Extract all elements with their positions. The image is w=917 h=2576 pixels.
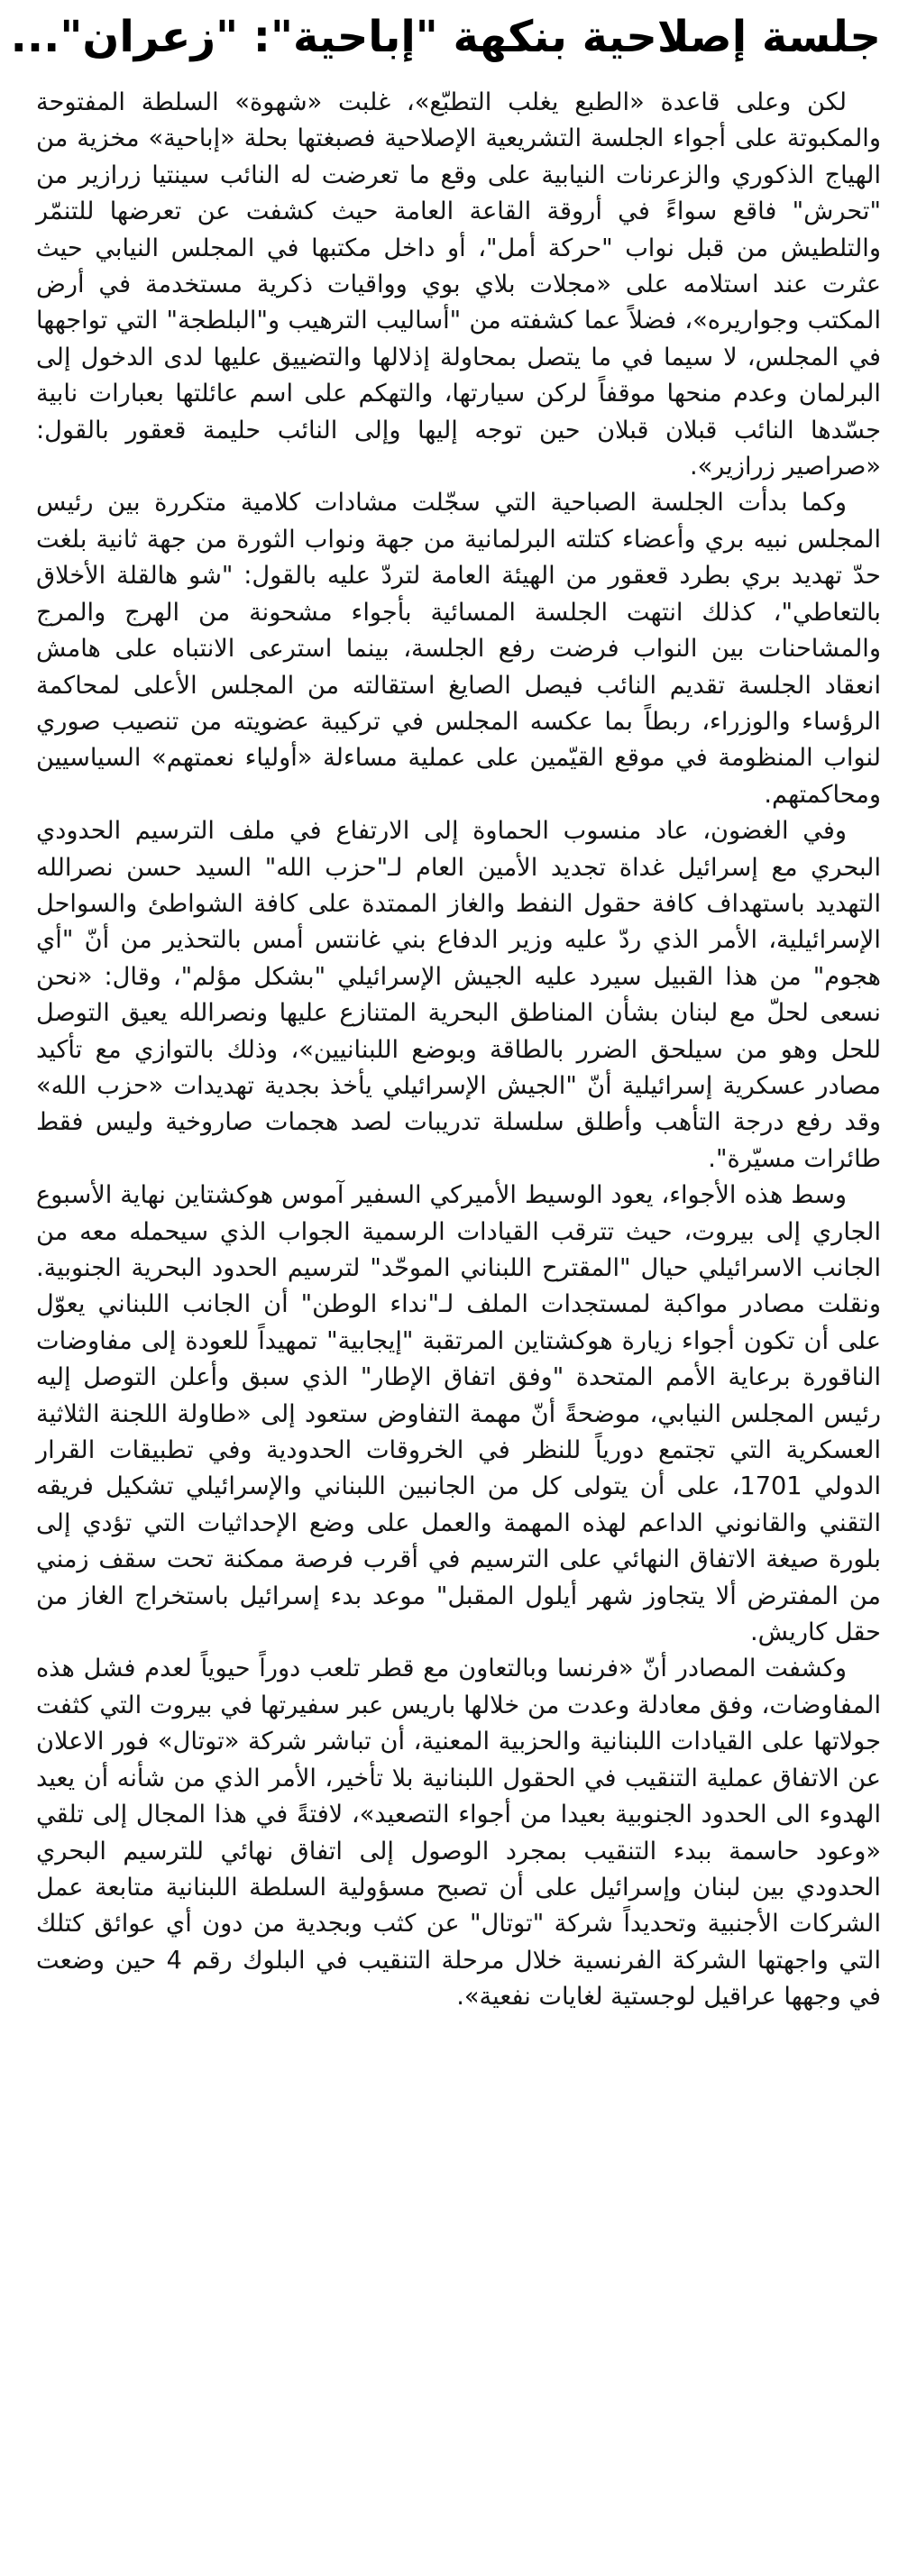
article-paragraph: وسط هذه الأجواء، يعود الوسيط الأميركي السفير آموس هوكشتاين نهاية الأسبوع الجاري إلى بيروت، حيث تترقب القيادات الرسمية الجواب الذي سيحمله معه من الجانب الاسرائيلي حيال "المقترح اللبناني الموحّد" لترسيم الحدود البحرية الجنوبية. ونقلت مصادر مواكبة لمستجدات الملف لـ"نداء الوطن" أن الجانب اللبناني يعوّل على أن تكون أجواء زيارة هوكشتاين المرتقبة "إيجابية" تمهيداً للعودة إلى مفاوضات الناقورة برعاية الأمم المتحدة "وفق اتفاق الإطار" الذي سبق وأعلن التوصل إليه رئيس المجلس النيابي، موضحةً أنّ مهمة التفاوض ستعود إلى «طاولة اللجنة الثلاثية العسكرية التي تجتمع دورياً للنظر في الخروقات الحدودية وفي تطبيقات القرار الدولي 1701، على أن يتولى كل من الجانبين اللبناني والإسرائيلي تشكيل فريقه التقني والقانوني الداعم لهذه المهمة والعمل على وضع الإحداثيات التي تؤدي إلى بلورة صيغة الاتفاق النهائي على الترسيم في أقرب فرصة ممكنة تحت سقف زمني من المفترض ألا يتجاوز شهر أيلول المقبل" موعد بدء إسرائيل باستخراج الغاز من حقل كاريش. xyxy=(36,1181,881,1647)
article-paragraph: وكما بدأت الجلسة الصباحية التي سجّلت مشادات كلامية متكررة بين رئيس المجلس نبيه بري وأعضاء كتلته البرلمانية من جهة ونواب الثورة من جهة ثانية بلغت حدّ تهديد بري بطرد قعقور من الهيئة العامة لتردّ عليه بالقول: "شو هالقلة الأخلاق بالتعاطي"، كذلك انتهت الجلسة المسائية بأجواء مشحونة من الهرج والمرج والمشاحنات بين النواب فرضت رفع الجلسة، بينما استرعى الانتباه على هامش انعقاد الجلسة تقديم النائب فيصل الصايغ استقالته من المجلس الأعلى لمحاكمة الرؤساء والوزراء، ربطاً بما عكسه المجلس في تركيبة عضويته من تنصيب صوري لنواب المنظومة في موقع القيّمين على عملية مساءلة «أولياء نعمتهم» السياسيين ومحاكمتهم. xyxy=(36,489,881,809)
article-headline: جلسة إصلاحية بنكهة "إباحية": "زعران"... xyxy=(10,12,881,62)
article-paragraph: وفي الغضون، عاد منسوب الحماوة إلى الارتفاع في ملف الترسيم الحدودي البحري مع إسرائيل غداة تجديد الأمين العام لـ"حزب الله" السيد حسن نصرالله التهديد باستهداف كافة حقول النفط والغاز الممتدة على كافة الشواطئ والسواحل الإسرائيلية، الأمر الذي ردّ عليه وزير الدفاع بني غانتس أمس بالتحذير من أنّ "أي هجوم" من هذا القبيل سيرد عليه الجيش الإسرائيلي "بشكل مؤلم"، وقال: «نحن نسعى لحلّ مع لبنان بشأن المناطق البحرية المتنازع عليها ونصرالله يعيق التوصل للحل وهو من سيلحق الضرر بالطاقة وبوضع اللبنانيين»، وذلك بالتوازي مع تأكيد مصادر عسكرية إسرائيلية أنّ "الجيش الإسرائيلي يأخذ بجدية تهديدات «حزب الله» وقد رفع درجة التأهب وأطلق سلسلة تدريبات لصد هجمات صاروخية وليس فقط طائرات مسيّرة". xyxy=(36,817,881,1173)
article-paragraph: وكشفت المصادر أنّ «فرنسا وبالتعاون مع قطر تلعب دوراً حيوياً لعدم فشل هذه المفاوضات، وفق معادلة وعدت من خلالها باريس عبر سفيرتها في بيروت التي كثفت جولاتها على القيادات اللبنانية والحزبية المعنية، أن تباشر شركة «توتال» فور الاعلان عن الاتفاق عملية التنقيب في الحقول اللبنانية بلا تأخير، الأمر الذي من شأنه أن يعيد الهدوء الى الحدود الجنوبية بعيدا من أجواء التصعيد»، لافتةً في هذا المجال إلى تلقي «وعود حاسمة ببدء التنقيب بمجرد الوصول إلى اتفاق نهائي للترسيم البحري الحدودي بين لبنان وإسرائيل على أن تصبح مسؤولية السلطة اللبنانية متابعة عمل الشركات الأجنبية وتحديداً شركة "توتال" عن كثب وبجدية من دون أي عوائق كتلك التي واجهتها الشركة الفرنسية خلال مرحلة التنقيب في البلوك رقم 4 حين وضعت في وجهها عراقيل لوجستية لغايات نفعية». xyxy=(36,1655,881,2012)
article-paragraph: لكن وعلى قاعدة «الطبع يغلب التطبّع»، غلبت «شهوة» السلطة المفتوحة والمكبوتة على أجواء الجلسة التشريعية الإصلاحية فصبغتها بحلة «إباحية» مخزية من الهياج الذكوري والزعرنات النيابية على وقع ما تعرضت له النائب سينتيا زرازير من "تحرش" فاقع سواءً في أروقة القاعة العامة حيث كشفت عن تعرضها للتنمّر والتلطيش من قبل نواب "حركة أمل"، أو داخل مكتبها في المجلس النيابي حيث عثرت عند استلامه على «مجلات بلاي بوي وواقيات ذكرية مستخدمة في أرض المكتب وجواريره»، فضلاً عما كشفته من "أساليب الترهيب و"البلطجة" التي تواجهها في المجلس، لا سيما في ما يتصل بمحاولة إذلالها والتضييق عليها لدى الدخول إلى البرلمان وعدم منحها موقفاً لركن سيارتها، والتهكم على اسم عائلتها بعبارات نابية جسّدها النائب قبلان قبلان حين توجه إليها وإلى النائب حليمة قعقور بالقول: «صراصير زرازير». xyxy=(36,88,881,481)
article-body xyxy=(36,85,881,2016)
